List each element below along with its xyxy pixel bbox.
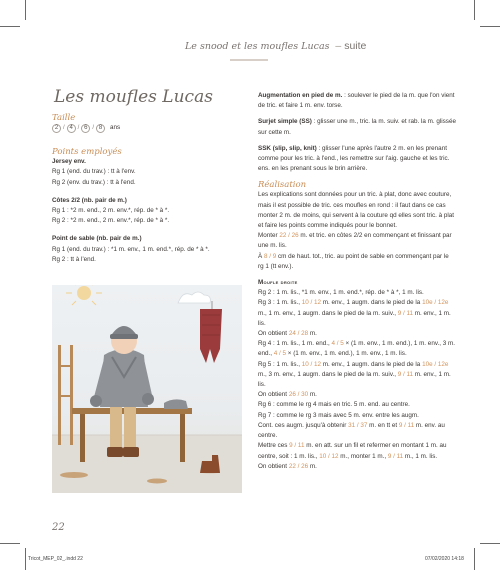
slug-date: 07/02/2020 14:18	[425, 556, 464, 562]
size-circle: 4	[67, 124, 76, 133]
decorative-rule	[230, 59, 268, 61]
cotes-row-1: Rg 1 : *2 m. end., 2 m. env.*, rép. de * à *.	[52, 207, 170, 215]
sable-row-1: Rg 1 (end. du trav.) : *1 m. env., 1 m. end.*, rép. de * à *.	[52, 245, 210, 253]
sizes-row: 2 / 4 / 6 / 8 ans	[52, 123, 232, 133]
running-head-separator: –	[335, 40, 342, 52]
ssk-paragraph: SSK (slip, slip, knit) : glisser l'une après l'autre 2 m. en les prenant comme pour les tric. à l'end., les remettre sur l'aig. gauche et les tric. ens. en les prenant sous le brin arrière.	[258, 144, 450, 173]
row-2: Rg 2 : 1 m. lis., *1 m. env., 1 m. end.*, rép. de * à *, 1 m. lis.	[258, 289, 424, 297]
row-5: Rg 5 : 1 m. lis., 10 / 12 m. env., 1 augm. dans le pied de la 10e / 12e m., 3 m. env., 1 augm. dans le pied de la m. suiv., 9 / 11 m. env., 1 m. lis.	[258, 360, 451, 389]
row-3: Rg 3 : 1 m. lis., 10 / 12 m. env., 1 augm. dans le pied de la 10e / 12e m., 1 m. env., 1 augm. dans le pied de la m. suiv., 9 / 11 m. env., 1 m. lis.	[258, 299, 451, 327]
crop-mark	[480, 26, 500, 27]
realisation-paragraph: Les explications sont données pour un tric. à plat, donc avec couture, mais il est possible de tric. ces moufles en rond : il faut dans ce cas monter 2 m. de moins, qui servent à la couture qd elles sont tric. à plat et faire les points comme indiqués pour le bonnet.	[258, 191, 454, 230]
crop-mark	[474, 548, 475, 570]
moufle-droite-heading: Moufle droite	[258, 279, 298, 287]
running-head	[185, 40, 366, 52]
sizes-unit: ans	[110, 124, 121, 131]
left-column	[52, 113, 232, 265]
crop-mark	[0, 26, 20, 27]
jersey-row-1: Rg 1 (end. du trav.) : tt à l'env.	[52, 168, 136, 176]
surjet-paragraph: Surjet simple (SS) : glisser une m., tric. la m. suiv. et rab. la m. glissée sur cette m.	[258, 118, 456, 136]
on-obtient-3: On obtient 22 / 26 m.	[258, 462, 317, 470]
row-4: Rg 4 : 1 m. lis., 1 m. end., 4 / 5 × (1 m. env., 1 m. end.), 1 m. env., 3 m. end., 4 / 5 × (1 m. env., 1 m. end.), 1 m. env., 1 m. lis.	[258, 340, 455, 358]
mettre-paragraph: Mettre ces 9 / 11 m. en att. sur un fil et refermer en montant 1 m. au centre, soit : 1 m. lis., 10 / 12 m., monter 1 m., 9 / 11 m., 1 m. lis.	[258, 442, 447, 460]
page-title: Les moufles Lucas	[54, 87, 213, 107]
jersey-title: Jersey env.	[52, 158, 86, 166]
size-circle: 8	[96, 124, 105, 133]
running-head-suffix: suite	[344, 40, 367, 52]
sable-title: Point de sable (nb. pair de m.)	[52, 235, 142, 243]
augmentation-paragraph: Augmentation en pied de m. : soulever le pied de la m. que l'on vient de tric. et faire 1 m. env. torse.	[258, 92, 455, 110]
right-column	[258, 91, 456, 472]
row-7: Rg 7 : comme le rg 3 mais avec 5 m. env. entre les augm.	[258, 411, 419, 419]
jersey-row-2: Rg 2 (env. du trav.) : tt à l'end.	[52, 178, 136, 186]
crop-mark	[25, 0, 26, 20]
realisation-heading: Réalisation	[258, 180, 307, 191]
page-number: 22	[52, 522, 65, 533]
slug-filename: Tricot_MEP_02_.indd 22	[28, 556, 83, 562]
size-circle: 2	[52, 124, 61, 133]
a-hauteur-paragraph: À 8 / 9 cm de haut. tot., tric. au point de sable en commençant par le rg 1 (tt env.).	[258, 252, 449, 270]
crop-mark	[474, 0, 475, 20]
points-heading: Points employés	[52, 147, 122, 158]
sable-row-2: Rg 2 : tt à l'end.	[52, 255, 96, 263]
row-6: Rg 6 : comme le rg 4 mais en tric. 5 m. end. au centre.	[258, 401, 410, 409]
crop-mark	[480, 543, 500, 544]
crop-mark	[25, 548, 26, 570]
cotes-title: Côtes 2/2 (nb. pair de m.)	[52, 196, 127, 204]
running-head-title: Le snood et les moufles Lucas	[185, 41, 330, 52]
on-obtient-1: On obtient 24 / 28 m.	[258, 330, 317, 338]
crop-mark	[0, 543, 20, 544]
monter-paragraph: Monter 22 / 26 m. et tric. en côtes 2/2 en commençant et finissant par une m. lis.	[258, 232, 452, 250]
cotes-row-2: Rg 2 : *2 m. end., 2 m. env.*, rép. de * à *.	[52, 217, 170, 225]
taille-heading: Taille	[52, 113, 76, 123]
on-obtient-2: On obtient 26 / 30 m.	[258, 391, 317, 399]
size-circle: 6	[81, 124, 90, 133]
photo-child-on-bench	[52, 285, 242, 493]
continue-paragraph: Cont. ces augm. jusqu'à obtenir 31 / 37 m. en tt et 9 / 11 m. env. au centre.	[258, 421, 445, 440]
photo-illustration	[52, 285, 242, 493]
